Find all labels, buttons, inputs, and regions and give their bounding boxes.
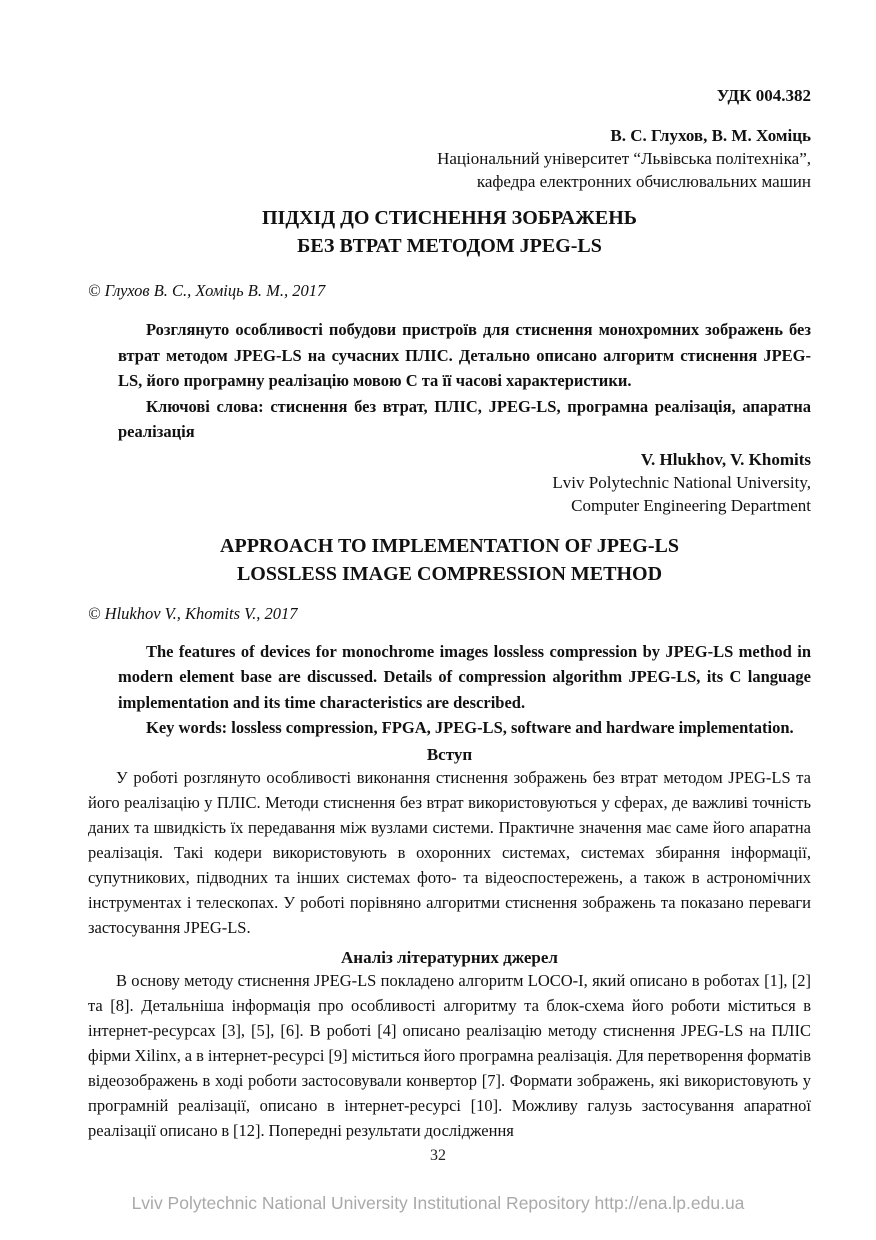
title-en [88,532,811,588]
affiliation-ua-line2: кафедра електронних обчислювальних машин [476,172,811,191]
affiliation-ua-line1: Національний університет “Львівська політехніка”, [437,149,811,168]
copyright-en: © Hlukhov V., Khomits V., 2017 [88,603,298,623]
affiliation-en-line1: Lviv Polytechnic National University, [552,472,811,492]
page-number: 32 [430,1147,446,1164]
repository-footer: Lviv Polytechnic National University Institutional Repository http://ena.lp.edu.ua [131,1193,745,1213]
authors-en: V. Hlukhov, V. Khomits [640,449,811,469]
abstract-en-text: The features of devices for monochrome images lossless compression by JPEG-LS method in modern element base are discussed. Details of compression algorithm JPEG-LS, its C language implementation and its time characteristics are described. [118,641,811,712]
abstract-ua-text: Розглянуто особливості побудови пристроїв для стиснення монохромних зображень без втрат методом JPEG-LS на сучасних ПЛІС. Детально описано алгоритм стиснення JPEG-LS, його програмну реалізацію мовою С та її часові характеристики. [118,320,811,390]
authors-block-ua [88,124,811,193]
title-ua [88,204,811,260]
title-ua-line1: ПІДХІД ДО СТИСНЕННЯ ЗОБРАЖЕНЬ [262,207,637,229]
section-text-vstup: У роботі розглянуто особливості виконання стиснення зображень без втрат методом JPEG-LS та його реалізацію у ПЛІС. Методи стиснення без втрат використовуються у сферах, де важливі точність даних та швидкість їх передавання між вузлами системи. Практичне значення має саме його апаратна реалізація. Такі кодери використовують в охоронних системах, системах збирання інформації, супутникових, підводних та інших системах фото- та відеоспостережень, а також в астрономічних інструментах і телескопах. У роботі порівняно алгоритми стиснення зображень та показано переваги застосування JPEG-LS. [88,767,811,937]
abstract-en [118,639,811,741]
udc-code: УДК 004.382 [716,86,811,105]
section-heading-vstup: Вступ [426,744,473,764]
title-ua-line2: БЕЗ ВТРАТ МЕТОДОМ JPEG-LS [297,235,602,257]
section-heading-analiz: Аналіз літературних джерел [341,947,558,967]
abstract-ua [118,317,811,445]
title-en-line2: LOSSLESS IMAGE COMPRESSION METHOD [236,562,663,585]
keywords-ua: Ключові слова: стиснення без втрат, ПЛІС, JPEG-LS, програмна реалізація, апаратна реалізація [118,396,811,441]
affiliation-en-line2: Computer Engineering Department [571,495,811,515]
keywords-en: Key words: lossless compression, FPGA, JPEG-LS, software and hardware implementation. [146,718,794,737]
authors-block-en [88,448,811,517]
section-text-analiz: В основу методу стиснення JPEG-LS покладено алгоритм LOCO-I, який описано в роботах [1], [2] та [8]. Детальніша інформація про особливості алгоритму та блок-схема його роботи міститься в інтернет-ресурсах [3], [5], [6]. В роботі [4] описано реалізацію методу стиснення JPEG-LS на ПЛІС фірми Xilinx, а в інтернет-ресурсі [9] міститься його програмна реалізація. Для перетворення форматів відеозображень в ході роботи застосовували конвертор [7]. Формати зображень, які використовують у програмній реалізації, описано в інтернет-ресурсі [10]. Можливу галузь застосування апаратної реалізації описано в [12]. Попередні результати дослідження [88,970,811,1140]
copyright-ua: © Глухов В. С., Хоміць В. М., 2017 [88,281,326,300]
page-content [88,0,811,1143]
title-en-line1: APPROACH TO IMPLEMENTATION OF JPEG-LS [220,534,679,557]
authors-ua: В. С. Глухов, В. М. Хоміць [610,126,811,145]
